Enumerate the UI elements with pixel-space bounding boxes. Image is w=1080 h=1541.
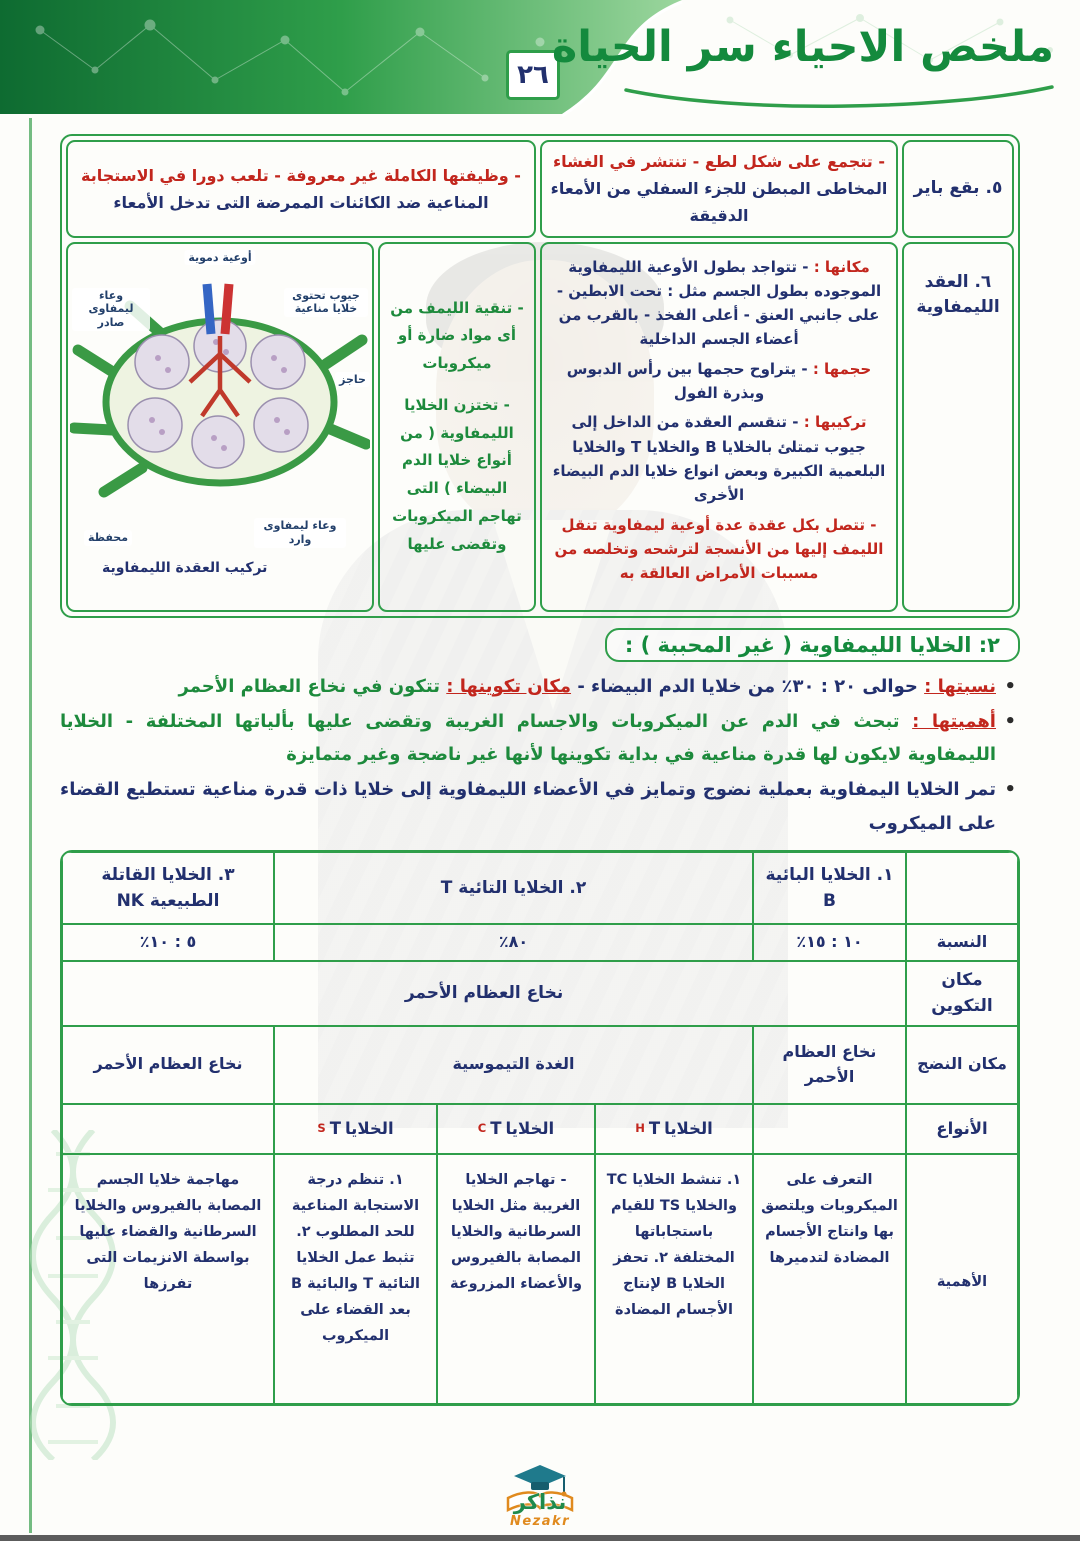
peyer-location-red: - تتجمع على شكل لطع - تنتشر في الغشاء: [552, 152, 886, 171]
formation-label: مكان تكوينها :: [446, 675, 572, 697]
brand-name-latin: Nezakr: [509, 1514, 571, 1529]
ratio-text: حوالى ٢٠ : ٣٠٪ من خلايا الدم البيضاء -: [577, 675, 918, 697]
label-sinuses: جيوب تحتوى خلايا مناعية: [284, 288, 368, 318]
th-sub: H: [635, 1120, 645, 1135]
formation-value: نخاع العظام الأحمر: [62, 961, 906, 1026]
label-afferent-vessel: وعاء ليمفاوى وارد: [254, 518, 346, 548]
nk-types-empty: [62, 1104, 274, 1154]
section-heading: ٢: الخلايا الليمفاوية ( غير المحببة ) :: [605, 628, 1020, 662]
nk-maturation: نخاع العظام الأحمر: [62, 1026, 274, 1104]
function-point-1: - تنقية الليمف من أى مواد ضارة أو ميكروبات: [390, 298, 524, 373]
ts-sub: S: [317, 1120, 326, 1135]
label-septum: حاجز: [335, 372, 370, 388]
t-ratio: ٨٠٪: [274, 924, 753, 961]
label-efferent-vessel: وعاء ليمفاوى صادر: [72, 288, 150, 331]
t-cells-header: ٢. الخلايا التائية T: [274, 852, 753, 924]
t-type-ts: [274, 1104, 437, 1154]
size-label: حجمها :: [812, 359, 872, 378]
b-cells-header: ١. الخلايا البائية B: [753, 852, 906, 924]
importance-text: تبحث في الدم عن الميكروبات والاجسام الغريبة وتقضى عليها بألياتها المختلفة - الخلايا الليمفاوية لايكون لها قدرة مناعية في بداية تكوينها لأنها غير ناضجة وغير متمايزة: [60, 710, 996, 766]
tc-importance: - تهاجم الخلايا الغريبة مثل الخلايا السرطانية والخلايا المصابة بالفيروس والأعضاء المزروعة: [437, 1154, 595, 1404]
th-base: T: [648, 1118, 661, 1138]
function-point-2: - تختزن الخلايا الليمفاوية ( من أنواع خلايا الدم البيضاء ) التى تهاجم الميكروبات وتقضى عليها: [392, 395, 522, 553]
maturation-text: تمر الخلايا اليمفاوية بعملية نضوج وتمايز في الأعضاء الليمفاوية إلى خلايا ذات قدرة مناعية تستطيع القضاء على الميكروب: [60, 779, 996, 834]
tc-name: الخلايا: [505, 1118, 555, 1138]
peyer-location-navy: المخاطى المبطن للجزء السفلي من الأمعاء الدقيقة: [550, 179, 888, 226]
row-label-lymph-nodes: ٦. العقد الليمفاوية: [902, 242, 1014, 612]
lymphocyte-comparison-table: [60, 850, 1020, 1405]
b-importance: التعرف على الميكروبات ويلتصق بها وانتاج الأجسام المضادة لتدميرها: [753, 1154, 906, 1404]
extra-text: - تتصل بكل عقدة عدة أوعية ليمفاوية تنقل الليمف إليها من الأنسجة لترشحه وتخلصه من مسببات الأمراض العالقة به: [554, 515, 884, 583]
brand-logo: [455, 1462, 625, 1529]
location-text: - تتواجد بطول الأوعية الليمفاوية الموجوده بطول الجسم مثل : تحت الابطين - على جانبي العنق - أعلى الفخذ - بالقرب من أعضاء الجسم الداخلية: [556, 257, 882, 349]
th-importance: ١. تنشط الخلايا TC والخلايا TS للقيام باستجاباتها المختلفة ٢. تحفز الخلايا B لإنتاج الأجسام المضادة: [595, 1154, 753, 1404]
brand-name-arabic: نذاكر: [513, 1490, 567, 1514]
nk-cells-header: ٣. الخلايا القاتلة الطبيعية NK: [62, 852, 274, 924]
formation-text: تتكون في نخاع العظام الأحمر: [178, 675, 441, 697]
b-types-empty: [753, 1104, 906, 1154]
b-maturation: نخاع العظام الأحمر: [753, 1026, 906, 1104]
peyer-function-cell: [66, 140, 536, 238]
structure-text: - تنقسم العقدة من الداخل إلى جيوب تمتلئ بالخلايا B والخلايا T والخلايا البلعمية الكبيرة وبعض انواع خلايا الدم البيضاء الأخرى: [552, 413, 886, 505]
lymph-node-diagram: [66, 242, 374, 612]
t-type-tc: [437, 1104, 595, 1154]
row-label-ratio: النسبة: [906, 924, 1018, 961]
row-label-importance: الأهمية: [906, 1154, 1018, 1404]
structure-label: تركيبها :: [803, 413, 867, 432]
nk-importance: مهاجمة خلايا الجسم المصابة بالفيروس والخلايا السرطانية والقضاء عليها بواسطة الانزيمات التى تفرزها: [62, 1154, 274, 1404]
ts-importance: ١. تنظم درجة الاستجابة المناعية للحد المطلوب ٢. تثبط عمل الخلايا التائية T والبائية B بعد القضاء على الميكروب: [274, 1154, 437, 1404]
note-ratio-formation: [60, 670, 1020, 703]
lymph-node-details-cell: [540, 242, 898, 612]
location-label: مكانها :: [813, 257, 870, 276]
page-title: ملخص الاحياء سر الحياة: [551, 22, 1054, 72]
importance-label: أهميتها :: [912, 710, 996, 732]
scan-edge: [0, 1535, 1080, 1541]
note-maturation: [60, 773, 1020, 840]
th-name: الخلايا: [664, 1118, 713, 1138]
ts-base: T: [329, 1118, 341, 1138]
row-label-maturation: مكان النضج: [906, 1026, 1018, 1104]
tc-sub: C: [477, 1120, 487, 1135]
main-content: [60, 134, 1020, 1406]
label-capsule: محفظة: [84, 530, 132, 546]
size-text: - يتراوح حجمها بين رأس الدبوس وبذرة الفول: [566, 359, 808, 403]
title-underline-icon: [618, 84, 1058, 110]
label-blood-vessels: أوعية دموية: [184, 250, 255, 266]
t-type-th: [595, 1104, 753, 1154]
corner-cell: [906, 852, 1018, 924]
note-importance: [60, 705, 1020, 772]
ts-name: الخلايا: [344, 1118, 394, 1138]
table-row-lymph-nodes: [66, 242, 1014, 612]
b-ratio: ١٠ : ١٥٪: [753, 924, 906, 961]
section-heading-row: [60, 628, 1020, 662]
diagram-caption: تركيب العقدة الليمفاوية: [102, 559, 268, 576]
peyer-function-navy: المناعية ضد الكائنات الممرضة التى تدخل الأمعاء: [113, 192, 489, 212]
t-maturation: الغدة التيموسية: [274, 1026, 753, 1104]
page-number-value: ٢٦: [517, 60, 549, 90]
nk-ratio: ٥ : ١٠٪: [62, 924, 274, 961]
ratio-label: نسبتها :: [924, 675, 996, 697]
peyer-location-cell: [540, 140, 898, 238]
lymph-node-function-cell: [378, 242, 536, 612]
tc-base: T: [490, 1118, 502, 1138]
table-row-peyer: [66, 140, 1014, 238]
lymphocyte-notes: [60, 670, 1020, 840]
peyer-function-red: - وظيفتها الكاملة غير معروفة - تلعب دورا في الاستجابة: [81, 165, 521, 185]
row-label-peyer: ٥. بقع باير: [902, 140, 1014, 238]
row-label-types: الأنواع: [906, 1104, 1018, 1154]
row-label-formation: مكان التكوين: [906, 961, 1018, 1026]
lymph-organs-table: [60, 134, 1020, 618]
